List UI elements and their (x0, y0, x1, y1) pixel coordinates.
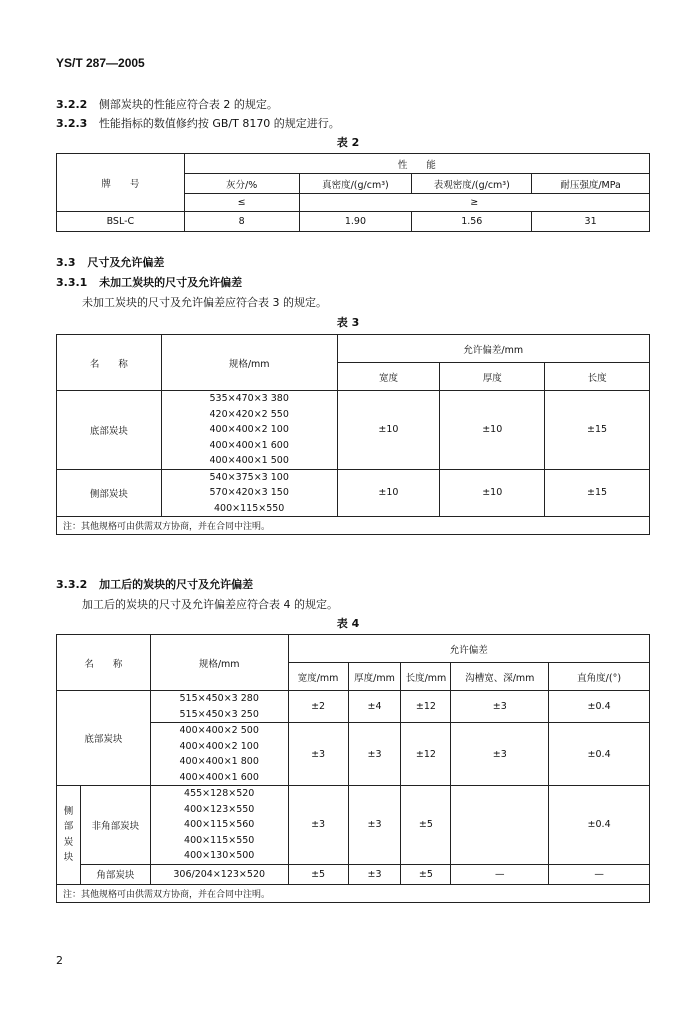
cell-width: ±3 (288, 786, 348, 865)
cell-thickness: ±10 (440, 391, 545, 470)
cell-width: ±10 (337, 469, 440, 517)
cell-length: ±15 (545, 391, 650, 470)
section-number: 3.3.1 (56, 276, 88, 289)
spec-item: 400×400×1 500 (209, 455, 289, 466)
cell-spec: 306/204×123×520 (150, 864, 288, 884)
table-row (57, 391, 650, 470)
ge-sign: ≥ (299, 194, 649, 212)
spec-item: 400×123×550 (184, 803, 255, 815)
spec-item: 400×400×1 800 (179, 756, 259, 767)
table-row (57, 864, 650, 884)
page-number: 2 (56, 954, 63, 967)
cell-thickness: ±3 (348, 864, 401, 884)
col-width: 宽度 (337, 363, 440, 391)
cell-grade: BSL-C (57, 212, 185, 232)
cell-groove: — (451, 864, 549, 884)
col-ash: 灰分/% (184, 174, 299, 194)
clause-3-2-2 (56, 96, 278, 112)
col-squareness: 直角度/(°) (549, 663, 650, 691)
clause-text: 侧部炭块的性能应符合表 2 的规定。 (98, 98, 278, 111)
paragraph: 加工后的炭块的尺寸及允许偏差应符合表 4 的规定。 (82, 598, 338, 611)
cell-true-density: 1.90 (299, 212, 412, 232)
spec-item: 455×128×520 (184, 788, 255, 799)
cell-length: ±15 (545, 469, 650, 517)
spec-header: 规格/mm (150, 635, 288, 691)
col-length: 长度/mm (401, 663, 451, 691)
cell-specs (161, 469, 337, 517)
clause-text: 性能指标的数值修约按 GB/T 8170 的规定进行。 (98, 117, 340, 130)
table-3-caption: 表 3 (336, 316, 360, 329)
spec-item: 400×400×2 100 (209, 424, 289, 435)
cell-specs (150, 691, 288, 723)
cell-squareness: ±0.4 (549, 691, 650, 723)
section-number: 3.3 (56, 256, 76, 269)
table-3 (56, 334, 650, 535)
cell-thickness: ±3 (348, 786, 401, 865)
name-header: 名 称 (57, 635, 151, 691)
spec-item: 400×115×550 (214, 502, 285, 514)
section-number: 3.3.2 (56, 578, 88, 591)
cell-specs (150, 786, 288, 865)
col-bulk-density: 表观密度/(g/cm³) (412, 174, 532, 194)
cell-name: 侧部炭块 (57, 469, 162, 517)
section-title: 尺寸及允许偏差 (87, 256, 165, 269)
spec-item: 515×450×3 250 (179, 708, 259, 720)
cell-width: ±10 (337, 391, 440, 470)
cell-groove: ±3 (451, 723, 549, 786)
cell-strength: 31 (532, 212, 650, 232)
col-groove: 沟槽宽、深/mm (451, 663, 549, 691)
cell-length: ±5 (401, 786, 451, 865)
table-row (57, 786, 650, 865)
section-title: 加工后的炭块的尺寸及允许偏差 (99, 578, 254, 591)
cell-specs (161, 391, 337, 470)
table-2-caption: 表 2 (336, 136, 360, 149)
cell-groove (451, 786, 549, 865)
cell-specs (150, 723, 288, 786)
spec-header: 规格/mm (161, 335, 337, 391)
spec-item: 400×400×2 100 (179, 740, 259, 752)
name-header: 名 称 (57, 335, 162, 391)
le-sign: ≤ (184, 194, 299, 212)
cell-width: ±2 (288, 691, 348, 723)
clause-3-2-3 (56, 115, 340, 131)
paragraph: 未加工炭块的尺寸及允许偏差应符合表 3 的规定。 (82, 296, 327, 309)
cell-non-corner: 非角部炭块 (80, 786, 150, 865)
col-thickness: 厚度/mm (348, 663, 401, 691)
section-title: 未加工炭块的尺寸及允许偏差 (99, 276, 243, 289)
col-true-density: 真密度/(g/cm³) (299, 174, 412, 194)
table-4-note: 注：其他规格可由供需双方协商，并在合同中注明。 (57, 884, 650, 902)
table-4-caption: 表 4 (336, 617, 360, 630)
table-row (57, 691, 650, 723)
spec-item: 570×420×3 150 (209, 487, 289, 498)
section-3-3-2 (56, 576, 253, 592)
cell-width: ±3 (288, 723, 348, 786)
table-2 (56, 153, 650, 232)
cell-ash: 8 (184, 212, 299, 232)
cell-thickness: ±4 (348, 691, 401, 723)
cell-length: ±12 (401, 723, 451, 786)
spec-item: 535×470×3 380 (209, 393, 289, 404)
cell-width: ±5 (288, 864, 348, 884)
spec-item: 400×400×1 600 (179, 771, 259, 783)
side-char: 侧 (63, 805, 74, 817)
side-char: 部 (63, 821, 74, 833)
cell-length: ±5 (401, 864, 451, 884)
spec-item: 540×375×3 100 (209, 471, 289, 483)
performance-header: 性 能 (184, 154, 649, 174)
table-row (57, 469, 650, 517)
spec-item: 515×450×3 280 (179, 693, 259, 704)
deviation-header: 允许偏差/mm (337, 335, 649, 363)
cell-squareness: ±0.4 (549, 723, 650, 786)
deviation-header: 允许偏差 (288, 635, 649, 663)
cell-side-block (57, 786, 81, 885)
clause-number: 3.2.3 (56, 117, 88, 130)
table-4 (56, 634, 650, 903)
spec-item: 400×115×560 (184, 819, 255, 830)
cell-squareness: ±0.4 (549, 786, 650, 865)
standard-header: YS/T 287—2005 (56, 56, 145, 70)
spec-item: 400×130×500 (184, 850, 255, 861)
side-char: 块 (63, 852, 74, 864)
clause-number: 3.2.2 (56, 98, 88, 111)
cell-corner: 角部炭块 (80, 864, 150, 884)
cell-length: ±12 (401, 691, 451, 723)
cell-thickness: ±3 (348, 723, 401, 786)
section-3-3-1 (56, 274, 242, 290)
col-width: 宽度/mm (288, 663, 348, 691)
cell-thickness: ±10 (440, 469, 545, 517)
side-char: 炭 (63, 836, 74, 848)
section-3-3 (56, 254, 164, 270)
spec-item: 420×420×2 550 (209, 408, 289, 420)
cell-squareness: — (549, 864, 650, 884)
cell-bulk-density: 1.56 (412, 212, 532, 232)
cell-bottom-block: 底部炭块 (57, 691, 151, 786)
col-length: 长度 (545, 363, 650, 391)
table-3-note: 注：其他规格可由供需双方协商，并在合同中注明。 (57, 517, 650, 535)
spec-item: 400×400×2 500 (179, 725, 259, 736)
col-strength: 耐压强度/MPa (532, 174, 650, 194)
cell-name: 底部炭块 (57, 391, 162, 470)
cell-groove: ±3 (451, 691, 549, 723)
spec-item: 400×400×1 600 (209, 439, 289, 451)
col-thickness: 厚度 (440, 363, 545, 391)
spec-item: 400×115×550 (184, 834, 255, 846)
grade-header: 牌 号 (57, 154, 185, 212)
